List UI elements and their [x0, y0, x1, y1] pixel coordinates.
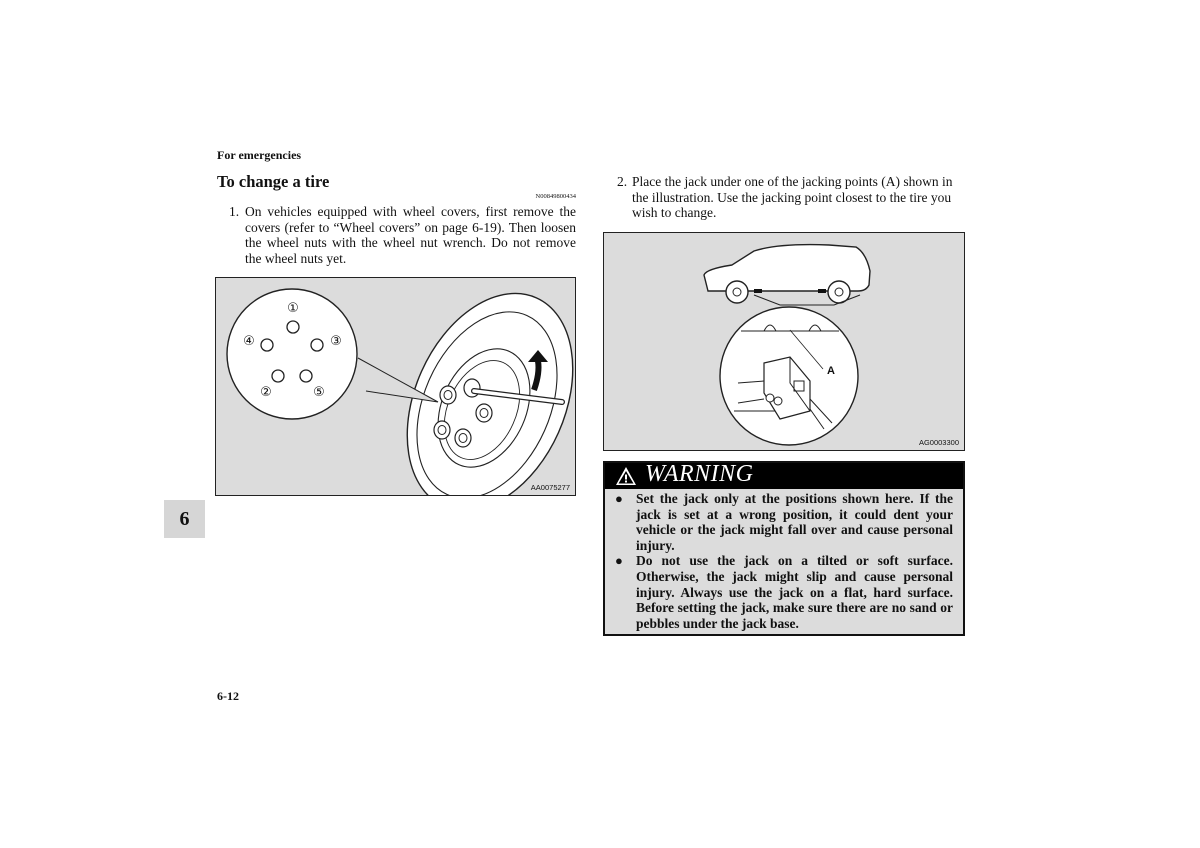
jack-point-label: A — [827, 365, 835, 377]
bullet-icon: ● — [615, 553, 623, 569]
page-title: To change a tire — [217, 172, 330, 191]
warning-header — [605, 463, 963, 489]
bullet-icon: ● — [615, 491, 623, 506]
chapter-tab: 6 — [164, 500, 205, 538]
jacking-point-drawing — [604, 233, 964, 450]
reference-code: N00849800434 — [535, 193, 576, 200]
wheel-nut-drawing — [216, 278, 575, 495]
step-1-text: On vehicles equipped with wheel covers, first remove the covers (refer to “Wheel covers” on page 6-19). Then loosen the wheel nuts with the wheel nut wrench. Do not remove the wheel nuts yet. — [245, 204, 576, 267]
nut-label-3: ③ — [330, 334, 342, 349]
warning-title: WARNING — [645, 461, 754, 487]
step-1-number: 1. — [229, 204, 240, 219]
step-2 — [617, 174, 965, 221]
warning-triangle-icon — [615, 466, 637, 486]
jacking-point-illustration — [603, 232, 965, 451]
nut-label-1: ① — [287, 301, 299, 316]
step-2-number: 2. — [617, 174, 628, 189]
nut-label-2: ② — [260, 385, 272, 400]
warning-item-text: Set the jack only at the positions shown here. If the jack is set at a wrong position, it could dent your vehicle or the jack might fall over and cause personal injury. — [636, 491, 953, 553]
nut-label-5: ⑤ — [313, 385, 325, 400]
page-number: 6-12 — [217, 689, 239, 703]
warning-item-text: Do not use the jack on a tilted or soft surface. Otherwise, the jack might slip and cause personal injury. Always use the jack on a flat, hard surface. Before setting the jack, make sure there are no sand or pebbles under the jack base. — [636, 553, 953, 631]
warning-box — [603, 461, 965, 636]
section-label: For emergencies — [217, 148, 302, 162]
figure-code: AG0003300 — [918, 438, 959, 447]
warning-item — [615, 553, 953, 631]
step-2-text: Place the jack under one of the jacking points (A) shown in the illustration. Use the jacking point closest to the tire you wish to change. — [632, 174, 953, 221]
nut-label-4: ④ — [243, 334, 255, 349]
warning-item — [615, 491, 953, 553]
wheel-nut-illustration — [215, 277, 576, 496]
figure-code: AA0075277 — [530, 483, 570, 492]
step-1 — [229, 204, 576, 267]
